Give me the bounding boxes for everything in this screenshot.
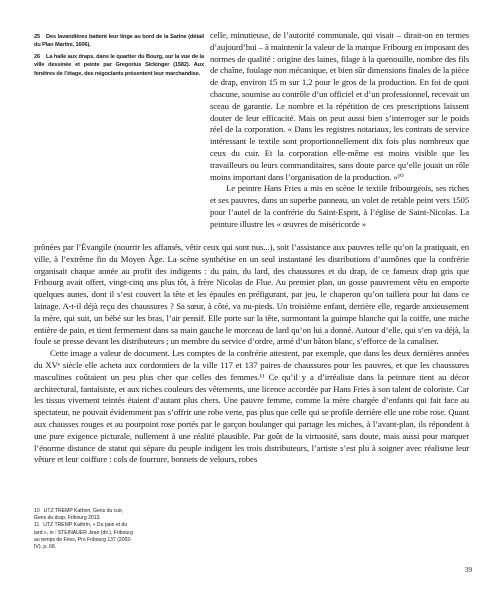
footnote-text: UTZ TREMP Kathrin, Gens du cuir, Gens du drap, Fribourg 2013. — [34, 508, 124, 522]
caption-figure-26 — [34, 53, 204, 78]
caption-number: 25 — [34, 34, 41, 40]
footnote-number: 10 — [34, 508, 40, 514]
caption-text: Des lavandières battent leur linge au bord de la Sarine (détail du Plan Martini, 1606). — [34, 34, 204, 49]
page-number: 39 — [465, 566, 472, 574]
footnote — [34, 522, 134, 551]
footnote-number: 11 — [34, 522, 40, 529]
paragraph: Cette image a valeur de document. Les comptes de la confrérie attestent, par exemple, que dans les deux dernières années du XVᵉ siècle elle acheta aux cordonniers de la ville 117 et 137 paires de chaussures pour les pauvres, et que les chaussures masculines coûtaient un peu plus cher que celles des femmes.¹¹ Ce qu’il y a d’irréaliste dans la peinture tient au décor architectural, fantaisiste, et aux riches couleurs des vêtements, une licence accordée par Hans Fries à son talent de coloriste. Car les tissus vivement teintés étaient d’autant plus chers. Une pauvre femme, comme la mère chargée d’enfants qui fait face au spectateur, ne pouvait évidemment pas s’offrir une robe verte, pas plus que celle qui se profile derrière elle une robe rose. Quant aux chausses rouges et au pourpoint rose portés par le garçon boulanger qui partage les miches, à l’avant-plan, ils répondent à une pure exigence picturale, nullement à une réalité plausible. Par goût de la virtuosité, sans doute, mais aussi pour marquer l’énorme distance de statut qui sépare du peuple indigent les trois distributeurs, l’artiste s’est plu à soigner avec réalisme leur vêture et leur coiffure : cols de fourrure, bonnets de velours, robes — [34, 348, 469, 465]
paragraph: celle, minutieuse, de l’autorité communale, qui visait – dirait-on en termes d’aujourd’hui – à maintenir la valeur de la marque Fribourg en imposant des normes de qualité : origine des laines, filage à la quenouille, nombre des fils de chaîne, foulage non mécanique, et bien sûr dimensions finales de la pièce de drap, environ 15 m sur 1,2 pour le gros de la production. En foi de quoi chacune, soumise au contrôle d’un officiel et d’un professionnel, recevait un sceau de garantie. Le nombre et la répétition de ces prescriptions laissent douter de leur efficacité. Mais on peut aussi bien s’interroger sur le poids réel de la corporation. « Dans les registres notariaux, les contrats de service intéressant le textile sont proportionnellement dix fois plus nombreux que ceux du cuir. Et la corporation elle-même est moins visible que les travailleurs ou leurs commanditaires, sans doute parce qu’elle jouait un rôle moins important dans l’organisation de la production. »¹⁰ — [210, 30, 469, 182]
footnote-text: UTZ TREMP Kathrin, « Du pain et du lard », in : STEINAUER Jean (dir.), Fribourg au temps de Fries, Pro Fribourg 137 (2002-IV), p. 68. — [34, 522, 133, 551]
caption-text: La halle aux draps, dans le quartier du Bourg, sur la vue de la ville dessinée et peinte par Gregorius Sickinger (1582). Aux fenêtres de l’étage, des négociants présentent leur marchandise. — [34, 54, 204, 77]
caption-figure-25 — [34, 33, 204, 50]
body-text-right-column — [210, 30, 469, 231]
body-text-full-width — [34, 242, 469, 466]
caption-number: 26 — [34, 54, 41, 60]
footnotes — [34, 508, 134, 551]
paragraph: prônées par l’Évangile (nourrir les affamés, vêtir ceux qui sont nus...), soit l’assistance aux pauvres telle qu’on la pratiquait, en ville, à l’extrême fin du Moyen Âge. La scène synthétise en un seul instantané les distributions d’aumônes que la confrérie organisait chaque année au profit des indigents : du pain, du lard, des chaussures et du drap, de ce fameux drap gris que Fribourg avait offert, vingt-cinq ans plus tôt, à frère Nicolas de Flue. Au premier plan, un gosse pauvrement vêtu en emporte quelques aunes, dont il s’est couvert la tête et les épaules en préfigurant, par jeu, le chaperon qu’on taillera pour lui dans ce lainage. A-t-il déjà reçu des chaussures ? Sa sœur, à côté, va nu-pieds. Un troisième enfant, derrière elle, regarde anxieusement la mère, qui suit, un bébé sur les bras, l’air pensif. Elle porte sur la tête, surmontant la guimpe blanche qui la coiffe, une miche entière de pain, et tient fermement dans sa main gauche le morceau de lard qu’on lui a donné. Autour d’elle, qui s’en va déjà, la foule se presse devant les distributeurs ; un membre du service d’ordre, armé d’un bâton blanc, s’efforce de la canaliser. — [34, 242, 469, 347]
footnote — [34, 508, 134, 522]
paragraph: Le peintre Hans Fries a mis en scène le textile fribourgeois, ses riches et ses pauvres, dans un superbe panneau, un volet de retable peint vers 1505 pour l’autel de la confrérie du Saint-Esprit, à l’église de Saint-Nicolas. La peinture illustre les « œuvres de miséricorde » — [210, 183, 469, 229]
